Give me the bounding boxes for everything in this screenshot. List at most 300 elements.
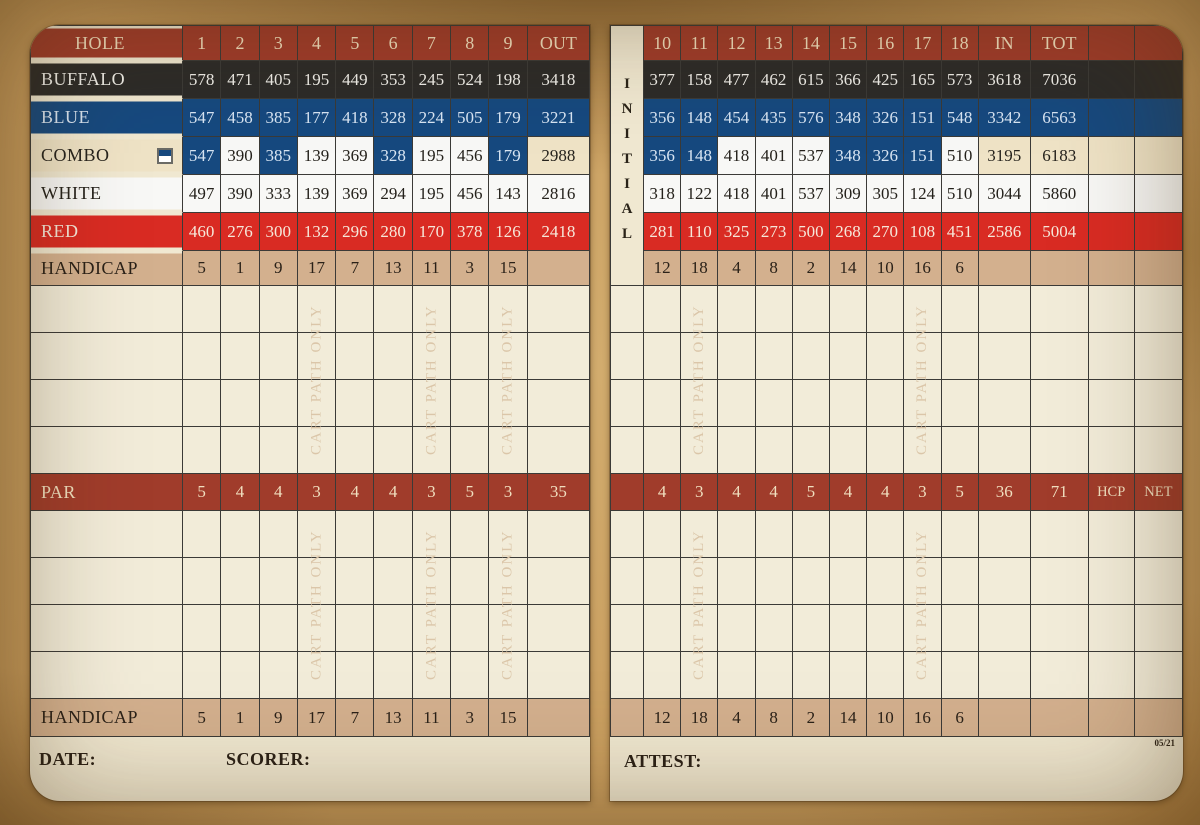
score-entry-cell <box>528 380 590 427</box>
score-entry-cell <box>611 333 644 380</box>
yardage-cell: 296 <box>336 213 374 251</box>
score-entry-cell <box>867 380 904 427</box>
score-entry-cell <box>451 380 489 427</box>
score-entry-cell <box>756 605 793 652</box>
hole-number-header: 5 <box>336 26 374 61</box>
score-entry-cell <box>793 558 830 605</box>
score-entry-cell <box>979 605 1031 652</box>
back-nine-table <box>610 25 1183 737</box>
score-entry-cell <box>644 427 681 474</box>
score-entry-cell <box>718 286 755 333</box>
net-cell <box>1135 61 1183 99</box>
score-entry-cell <box>979 511 1031 558</box>
score-entry-cell <box>31 605 183 652</box>
score-entry-cell <box>867 333 904 380</box>
yardage-cell: 377 <box>644 61 681 99</box>
yardage-cell: 309 <box>830 175 867 213</box>
handicap-cell: 16 <box>904 699 941 737</box>
handicap-out-cell <box>528 699 590 737</box>
handicap-cell: 3 <box>451 251 489 286</box>
handicap-cell: 17 <box>298 251 336 286</box>
score-entry-cell <box>413 558 451 605</box>
par-cell: 4 <box>830 474 867 511</box>
score-entry-cell <box>1031 558 1089 605</box>
yardage-cell: 122 <box>681 175 718 213</box>
score-entry-cell <box>183 652 221 699</box>
score-entry-cell <box>904 333 941 380</box>
cart-path-only-note: CART PATH ONLY <box>500 529 517 681</box>
handicap-hcp-cell <box>1089 699 1135 737</box>
scorer-label: SCORER: <box>226 749 311 769</box>
cart-path-only-note: CART PATH ONLY <box>308 529 325 681</box>
yardage-cell: 460 <box>183 213 221 251</box>
score-entry-cell <box>942 380 979 427</box>
yardage-cell: 366 <box>830 61 867 99</box>
yardage-cell: 151 <box>904 137 941 175</box>
yardage-cell: 273 <box>756 213 793 251</box>
score-entry-cell <box>374 427 412 474</box>
score-entry-cell <box>374 380 412 427</box>
hole-header-label: HOLE <box>31 26 183 61</box>
score-entry-cell <box>904 380 941 427</box>
score-entry-cell <box>451 427 489 474</box>
hole-number-header: 8 <box>451 26 489 61</box>
score-entry-cell <box>756 286 793 333</box>
yardage-cell: 139 <box>298 137 336 175</box>
score-entry-cell <box>793 380 830 427</box>
score-entry-cell <box>528 558 590 605</box>
yardage-cell: 148 <box>681 99 718 137</box>
handicap-out-cell <box>528 251 590 286</box>
handicap-cell: 1 <box>221 699 259 737</box>
score-entry-cell <box>298 427 336 474</box>
score-entry-cell <box>1135 511 1183 558</box>
yardage-cell: 300 <box>260 213 298 251</box>
score-entry-cell <box>1135 333 1183 380</box>
tee-label: BLUE <box>31 99 183 137</box>
handicap-cell: 12 <box>644 699 681 737</box>
score-entry-cell <box>1089 427 1135 474</box>
yardage-cell: 165 <box>904 61 941 99</box>
yardage-cell: 151 <box>904 99 941 137</box>
yardage-cell: 462 <box>756 61 793 99</box>
score-entry-cell <box>867 558 904 605</box>
score-entry-cell <box>793 605 830 652</box>
score-entry-cell <box>374 511 412 558</box>
cart-path-only-note: CART PATH ONLY <box>691 529 708 681</box>
tot-total-cell: 6183 <box>1031 137 1089 175</box>
tee-label: RED <box>31 213 183 251</box>
handicap-cell: 9 <box>260 251 298 286</box>
back-nine-card <box>610 25 1183 801</box>
score-entry-cell <box>336 558 374 605</box>
score-entry-cell <box>1031 380 1089 427</box>
hcp-cell <box>1089 61 1135 99</box>
hole-number-header: 2 <box>221 26 259 61</box>
score-entry-cell <box>260 333 298 380</box>
yardage-cell: 268 <box>830 213 867 251</box>
par-cell: 4 <box>336 474 374 511</box>
net-cell <box>1135 99 1183 137</box>
score-entry-cell <box>489 511 527 558</box>
score-entry-cell <box>221 558 259 605</box>
score-entry-cell <box>681 605 718 652</box>
score-entry-cell <box>644 511 681 558</box>
score-entry-cell <box>260 605 298 652</box>
handicap-label: HANDICAP <box>31 699 183 737</box>
yardage-cell: 378 <box>451 213 489 251</box>
yardage-cell: 435 <box>756 99 793 137</box>
yardage-cell: 132 <box>298 213 336 251</box>
par-label: PAR <box>31 474 183 511</box>
score-entry-cell <box>979 333 1031 380</box>
out-total-cell: 3418 <box>528 61 590 99</box>
in-total-cell: 3044 <box>979 175 1031 213</box>
score-entry-cell <box>489 333 527 380</box>
cart-path-only-note: CART PATH ONLY <box>423 529 440 681</box>
score-entry-cell <box>413 427 451 474</box>
score-entry-cell <box>718 558 755 605</box>
score-entry-cell <box>1135 427 1183 474</box>
tot-total-cell: 5004 <box>1031 213 1089 251</box>
handicap-cell: 3 <box>451 699 489 737</box>
score-entry-cell <box>830 427 867 474</box>
score-entry-cell <box>611 427 644 474</box>
score-entry-cell <box>183 333 221 380</box>
score-entry-cell <box>451 558 489 605</box>
yardage-cell: 456 <box>451 175 489 213</box>
handicap-cell: 12 <box>644 251 681 286</box>
attest-label: ATTEST: <box>624 751 702 771</box>
score-entry-cell <box>904 427 941 474</box>
yardage-cell: 456 <box>451 137 489 175</box>
handicap-cell: 17 <box>298 699 336 737</box>
handicap-net-cell <box>1135 699 1183 737</box>
yardage-cell: 615 <box>793 61 830 99</box>
yardage-cell: 547 <box>183 137 221 175</box>
score-entry-cell <box>183 605 221 652</box>
score-entry-cell <box>336 511 374 558</box>
score-entry-cell <box>867 286 904 333</box>
cart-path-only-note: CART PATH ONLY <box>691 304 708 456</box>
score-entry-cell <box>221 427 259 474</box>
front-nine-card <box>30 25 590 801</box>
handicap-cell: 15 <box>489 251 527 286</box>
tot-total-cell: 6563 <box>1031 99 1089 137</box>
net-header-cell <box>1135 26 1183 61</box>
score-entry-cell <box>336 652 374 699</box>
handicap-cell: 7 <box>336 251 374 286</box>
score-entry-cell <box>489 427 527 474</box>
score-entry-cell <box>451 605 489 652</box>
yardage-cell: 369 <box>336 175 374 213</box>
score-entry-cell <box>681 511 718 558</box>
score-entry-cell <box>830 286 867 333</box>
score-entry-cell <box>904 511 941 558</box>
score-entry-cell <box>867 427 904 474</box>
yardage-cell: 326 <box>867 137 904 175</box>
yardage-cell: 510 <box>942 175 979 213</box>
score-entry-cell <box>31 380 183 427</box>
score-entry-cell <box>1089 558 1135 605</box>
score-entry-cell <box>942 511 979 558</box>
score-entry-cell <box>611 286 644 333</box>
score-entry-cell <box>830 605 867 652</box>
initial-letter: N <box>621 101 633 117</box>
par-cell: 4 <box>718 474 755 511</box>
hole-number-header: 7 <box>413 26 451 61</box>
score-entry-cell <box>528 427 590 474</box>
score-entry-cell <box>528 652 590 699</box>
hcp-cell <box>1089 99 1135 137</box>
handicap-cell: 10 <box>867 699 904 737</box>
score-entry-cell <box>374 652 412 699</box>
yardage-cell: 177 <box>298 99 336 137</box>
score-entry-cell <box>830 380 867 427</box>
handicap-cell: 14 <box>830 699 867 737</box>
yardage-cell: 348 <box>830 137 867 175</box>
initial-column <box>611 26 644 286</box>
yardage-cell: 124 <box>904 175 941 213</box>
yardage-cell: 333 <box>260 175 298 213</box>
score-entry-cell <box>260 286 298 333</box>
score-entry-cell <box>260 380 298 427</box>
score-entry-cell <box>528 286 590 333</box>
score-entry-cell <box>221 652 259 699</box>
score-entry-cell <box>374 558 412 605</box>
score-entry-cell <box>1135 558 1183 605</box>
handicap-label: HANDICAP <box>31 251 183 286</box>
score-entry-cell <box>413 333 451 380</box>
yardage-cell: 348 <box>830 99 867 137</box>
tot-total-cell: 5860 <box>1031 175 1089 213</box>
par-cell: 4 <box>756 474 793 511</box>
hcp-cell <box>1089 137 1135 175</box>
handicap-net-cell <box>1135 251 1183 286</box>
yardage-cell: 108 <box>904 213 941 251</box>
handicap-cell: 15 <box>489 699 527 737</box>
score-entry-cell <box>336 427 374 474</box>
back-nine-footer <box>610 737 1183 799</box>
par-cell: 5 <box>183 474 221 511</box>
score-entry-cell <box>374 286 412 333</box>
handicap-in-cell <box>979 251 1031 286</box>
score-entry-cell <box>611 558 644 605</box>
score-entry-cell <box>681 380 718 427</box>
handicap-cell: 8 <box>756 251 793 286</box>
hole-number-header: 11 <box>681 26 718 61</box>
handicap-cell: 9 <box>260 699 298 737</box>
hole-number-header: 6 <box>374 26 412 61</box>
score-entry-cell <box>413 380 451 427</box>
yardage-cell: 198 <box>489 61 527 99</box>
score-entry-cell <box>260 558 298 605</box>
handicap-hcp-cell <box>1089 251 1135 286</box>
score-entry-cell <box>979 427 1031 474</box>
score-entry-cell <box>1031 605 1089 652</box>
in-total-cell: 3342 <box>979 99 1031 137</box>
score-entry-cell <box>489 605 527 652</box>
yardage-cell: 573 <box>942 61 979 99</box>
yardage-cell: 390 <box>221 137 259 175</box>
score-entry-cell <box>413 511 451 558</box>
yardage-cell: 578 <box>183 61 221 99</box>
tot-total-cell: 7036 <box>1031 61 1089 99</box>
score-entry-cell <box>489 558 527 605</box>
yardage-cell: 401 <box>756 137 793 175</box>
score-entry-cell <box>1089 511 1135 558</box>
yardage-cell: 497 <box>183 175 221 213</box>
score-entry-cell <box>336 286 374 333</box>
hole-number-header: 17 <box>904 26 941 61</box>
score-entry-cell <box>830 652 867 699</box>
version-number: 05/21 <box>1154 738 1175 748</box>
yardage-cell: 143 <box>489 175 527 213</box>
score-entry-cell <box>183 511 221 558</box>
score-entry-cell <box>413 286 451 333</box>
score-entry-cell <box>1031 511 1089 558</box>
score-entry-cell <box>489 286 527 333</box>
yardage-cell: 418 <box>718 175 755 213</box>
yardage-cell: 294 <box>374 175 412 213</box>
hole-number-header: 1 <box>183 26 221 61</box>
hole-number-header: 15 <box>830 26 867 61</box>
handicap-cell: 4 <box>718 251 755 286</box>
handicap-cell: 7 <box>336 699 374 737</box>
yardage-cell: 325 <box>718 213 755 251</box>
yardage-cell: 353 <box>374 61 412 99</box>
handicap-cell: 8 <box>756 699 793 737</box>
score-entry-cell <box>451 652 489 699</box>
score-entry-cell <box>867 511 904 558</box>
handicap-cell: 13 <box>374 699 412 737</box>
yardage-cell: 179 <box>489 137 527 175</box>
in-header: IN <box>979 26 1031 61</box>
hcp-cell <box>1089 175 1135 213</box>
score-entry-cell <box>451 286 489 333</box>
score-entry-cell <box>718 427 755 474</box>
yardage-cell: 548 <box>942 99 979 137</box>
yardage-cell: 224 <box>413 99 451 137</box>
score-entry-cell <box>681 333 718 380</box>
score-entry-cell <box>183 286 221 333</box>
par-cell: 5 <box>451 474 489 511</box>
score-entry-cell <box>1089 605 1135 652</box>
yardage-cell: 139 <box>298 175 336 213</box>
handicap-cell: 18 <box>681 699 718 737</box>
score-entry-cell <box>183 558 221 605</box>
score-entry-cell <box>1135 652 1183 699</box>
score-entry-cell <box>1135 605 1183 652</box>
yardage-cell: 418 <box>336 99 374 137</box>
handicap-cell: 2 <box>793 699 830 737</box>
hole-number-header: 4 <box>298 26 336 61</box>
net-label: NET <box>1135 474 1183 511</box>
in-total-cell: 3195 <box>979 137 1031 175</box>
handicap-cell: 11 <box>413 251 451 286</box>
yardage-cell: 305 <box>867 175 904 213</box>
score-entry-cell <box>31 286 183 333</box>
par-cell: 4 <box>374 474 412 511</box>
tee-label: BUFFALO <box>31 61 183 99</box>
score-entry-cell <box>644 605 681 652</box>
handicap-in-cell <box>979 699 1031 737</box>
cart-path-only-note: CART PATH ONLY <box>423 304 440 456</box>
initial-letter: T <box>621 151 632 167</box>
handicap-cell: 4 <box>718 699 755 737</box>
score-entry-cell <box>451 511 489 558</box>
score-entry-cell <box>979 558 1031 605</box>
score-entry-cell <box>942 333 979 380</box>
par-cell: 3 <box>681 474 718 511</box>
score-entry-cell <box>942 652 979 699</box>
handicap-tot-cell <box>1031 251 1089 286</box>
yardage-cell: 454 <box>718 99 755 137</box>
yardage-cell: 110 <box>681 213 718 251</box>
score-entry-cell <box>904 652 941 699</box>
score-entry-cell <box>528 511 590 558</box>
handicap-cell: 6 <box>942 251 979 286</box>
score-entry-cell <box>298 286 336 333</box>
initial-letter: I <box>624 76 630 92</box>
score-entry-cell <box>528 333 590 380</box>
score-entry-cell <box>1135 380 1183 427</box>
handicap-cell: 10 <box>867 251 904 286</box>
handicap-cell: 5 <box>183 251 221 286</box>
score-entry-cell <box>413 652 451 699</box>
score-entry-cell <box>681 427 718 474</box>
par-out-cell: 35 <box>528 474 590 511</box>
score-entry-cell <box>1135 286 1183 333</box>
tot-header: TOT <box>1031 26 1089 61</box>
yardage-cell: 276 <box>221 213 259 251</box>
score-entry-cell <box>1089 286 1135 333</box>
score-entry-cell <box>681 652 718 699</box>
combo-tee-icon <box>157 148 173 164</box>
handicap-cell: 6 <box>942 699 979 737</box>
yardage-cell: 524 <box>451 61 489 99</box>
score-entry-cell <box>718 511 755 558</box>
yardage-cell: 385 <box>260 99 298 137</box>
score-entry-cell <box>644 333 681 380</box>
yardage-cell: 537 <box>793 137 830 175</box>
yardage-cell: 356 <box>644 99 681 137</box>
yardage-cell: 369 <box>336 137 374 175</box>
score-entry-cell <box>31 511 183 558</box>
yardage-cell: 500 <box>793 213 830 251</box>
yardage-cell: 281 <box>644 213 681 251</box>
score-entry-cell <box>260 427 298 474</box>
date-label: DATE: <box>39 749 97 769</box>
yardage-cell: 385 <box>260 137 298 175</box>
hole-number-header: 13 <box>756 26 793 61</box>
score-entry-cell <box>942 286 979 333</box>
hcp-label: HCP <box>1089 474 1135 511</box>
score-entry-cell <box>644 380 681 427</box>
initial-letter: I <box>624 126 630 142</box>
score-entry-cell <box>756 427 793 474</box>
par-initial-cell <box>611 474 644 511</box>
handicap-cell: 2 <box>793 251 830 286</box>
yardage-cell: 270 <box>867 213 904 251</box>
score-entry-cell <box>830 511 867 558</box>
handicap-tot-cell <box>1031 699 1089 737</box>
net-cell <box>1135 175 1183 213</box>
par-cell: 5 <box>793 474 830 511</box>
score-entry-cell <box>31 652 183 699</box>
out-total-cell: 2418 <box>528 213 590 251</box>
score-entry-cell <box>942 427 979 474</box>
